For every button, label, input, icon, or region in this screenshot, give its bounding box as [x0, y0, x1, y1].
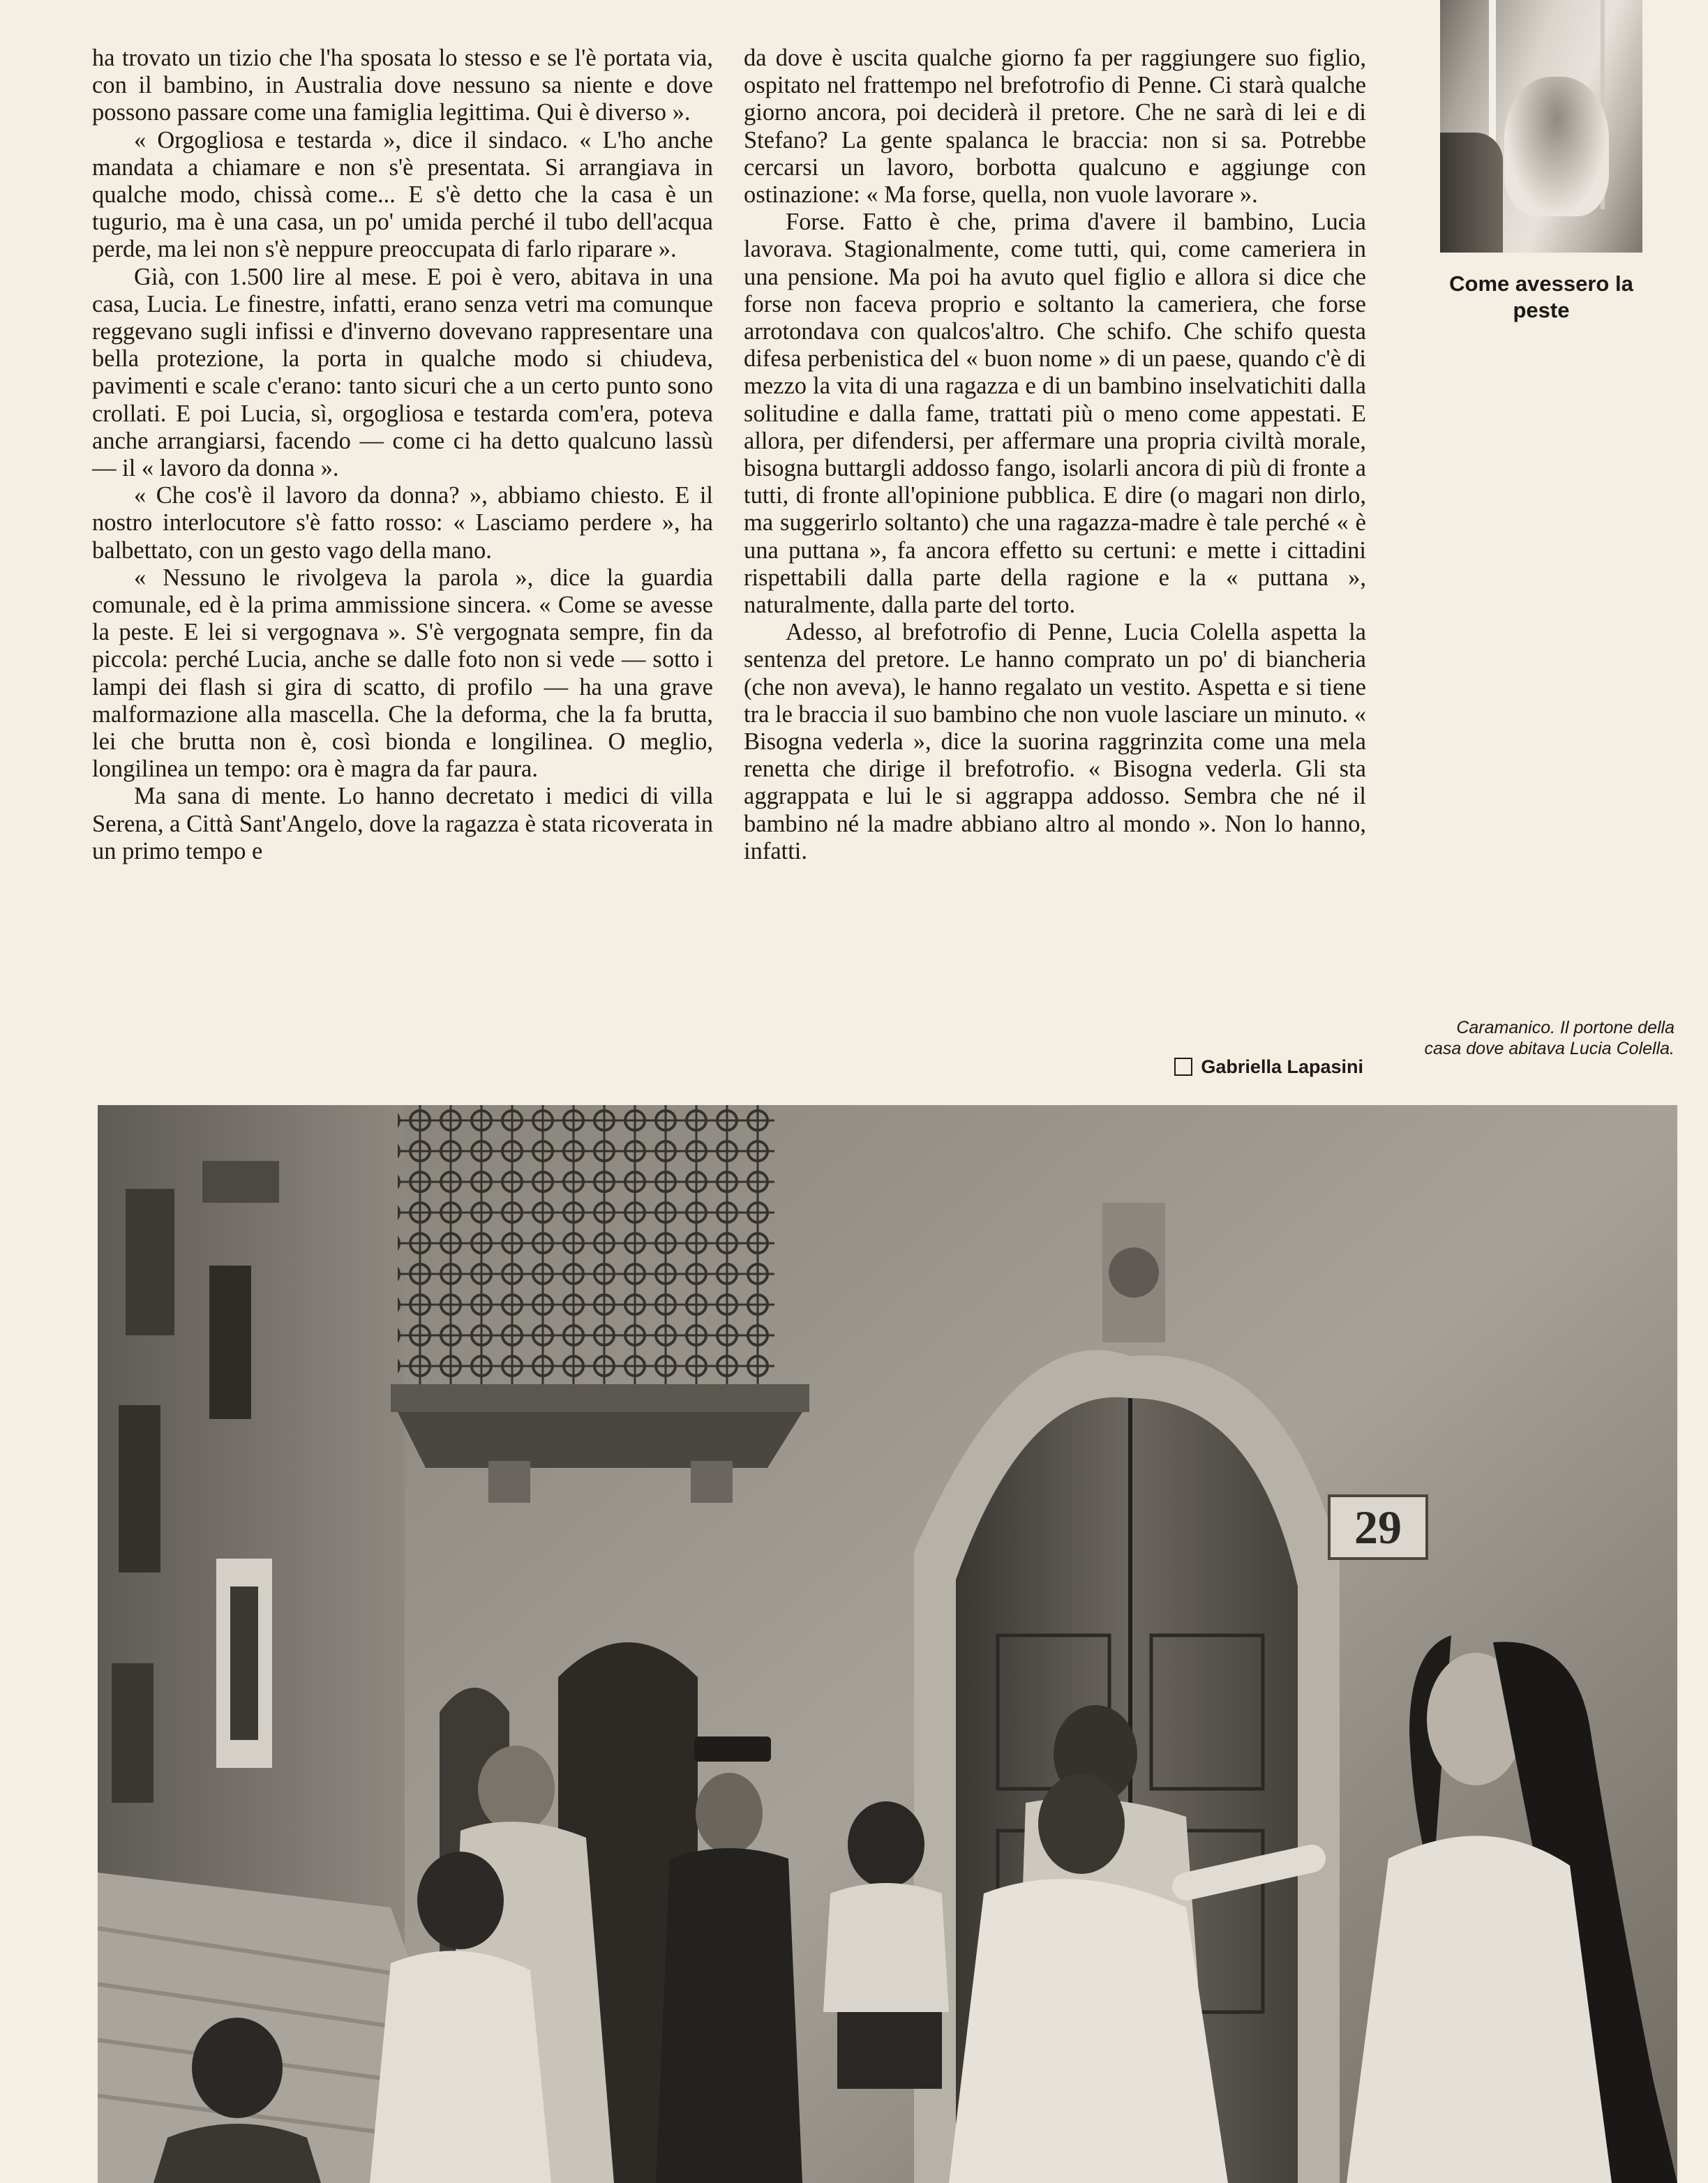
paragraph: ha trovato un tizio che l'ha sposata lo stesso e se l'è portata via, con il bambino, in Australia dove nessuno sa niente e dove possono passare come una famiglia legittima. Qui è diverso ». [92, 45, 713, 126]
street-photo [98, 1105, 1677, 2183]
paragraph: « Che cos'è il lavoro da donna? », abbiamo chiesto. E il nostro interlocutore s'è fatto rosso: « Lasciamo perdere », ha balbettato, con un gesto vago della mano. [92, 482, 713, 564]
baby-photo [1440, 0, 1642, 253]
article-column-left [92, 45, 713, 865]
paragraph: da dove è uscita qualche giorno fa per raggiungere suo figlio, ospitato nel frattempo nel brefotrofio di Penne. Ci starà qualche giorno ancora, poi deciderà il pretore. Che ne sarà di lei e di Stefano? La gente spalanca le braccia: non si sa. Potrebbe cercarsi un lavoro, borbotta qualcuno e aggiunge con ostinazione: « Ma forse, quella, non vuole lavorare ». [744, 45, 1366, 209]
sidebar-heading: Come avessero la peste [1449, 271, 1633, 322]
house-number: 29 [1354, 1501, 1402, 1554]
end-mark-icon [1174, 1058, 1192, 1076]
baby-figure [1504, 77, 1609, 216]
article-column-right [744, 45, 1366, 865]
paragraph: Ma sana di mente. Lo hanno decretato i medici di villa Serena, a Città Sant'Angelo, dove la ragazza è stata ricoverata in un primo tempo e [92, 783, 713, 864]
arm-figure [1440, 133, 1503, 253]
photo-caption: Caramanico. Il portone della casa dove abitava Lucia Colella. [1424, 1018, 1675, 1058]
author-signature [1174, 1055, 1363, 1079]
paragraph: « Orgogliosa e testarda », dice il sindaco. « L'ho anche mandata a chiamare e non s'è presentata. Si arrangiava in qualche modo, chissà come... E s'è detto che la casa è un tugurio, ma è una casa, un po' umida perché il tubo dell'acqua perde, ma lei non s'è neppure preoccupata di farlo riparare ». [92, 126, 713, 263]
paragraph: « Nessuno le rivolgeva la parola », dice la guardia comunale, ed è la prima ammissione sincera. « Come se avesse la peste. E lei si vergognava ». S'è vergognata sempre, fin da piccola: perché Lucia, anche se dalle foto non si vede — sotto i lampi dei flash si gira di scatto, di profilo — ha una grave malformazione alla mascella. Che la deforma, che la fa brutta, lei che brutta non è, così bionda e longilinea. O meglio, longilinea un tempo: ora è magra da far paura. [92, 564, 713, 783]
paragraph: Adesso, al brefotrofio di Penne, Lucia Colella aspetta la sentenza del pretore. Le hanno comprato un po' di biancheria (che non aveva), le hanno regalato un vestito. Aspetta e si tiene tra le braccia il suo bambino che non vuole lasciare un minuto. « Bisogna vederla », dice la suorina raggrinzita come una mela renetta che dirige il brefotrofio. « Bisogna vederla. Gli sta aggrappata e lui le si aggrappa addosso. Sembra che né il bambino né la madre abbiano altro al mondo ». Non lo hanno, infatti. [744, 619, 1366, 864]
paragraph: Già, con 1.500 lire al mese. E poi è vero, abitava in una casa, Lucia. Le finestre, infatti, erano senza vetri ma comunque reggevano sugli infissi e d'inverno dovevano rappresentare una bella protezione, la porta in qualche modo si chiudeva, pavimenti e scale c'erano: tanto sicuri che a un certo punto sono crollati. E poi Lucia, sì, orgogliosa e testarda com'era, poteva anche arrangiarsi, facendo — come ci ha detto qualcuno lassù — il « lavoro da donna ». [92, 263, 713, 482]
paragraph: Forse. Fatto è che, prima d'avere il bambino, Lucia lavorava. Stagionalmente, come tutti, qui, come cameriera in una pensione. Ma poi ha avuto quel figlio e allora si dice che forse non faceva proprio e soltanto la cameriera, che forse arrotondava con qualcos'altro. Che schifo. Che schifo questa difesa perbenistica del « buon nome » di un paese, quando c'è di mezzo la vita di una ragazza e di un bambino inselvatichiti dalla solitudine e dalla fame, trattati più o meno come appestati. E allora, per difendersi, per affermare una propria civiltà morale, bisogna buttargli addosso fango, isolarli ancora di più di fronte a tutti, di fronte all'opinione pubblica. E dire (o magari non dirlo, ma suggerirlo soltanto) che una ragazza-madre è tale perché « è una puttana », fa ancora effetto su certuni: e mette i cittadini rispettabili dalla parte della ragione e la « puttana », naturalmente, dalla parte del torto. [744, 209, 1366, 619]
author-name: Gabriella Lapasini [1201, 1056, 1363, 1077]
